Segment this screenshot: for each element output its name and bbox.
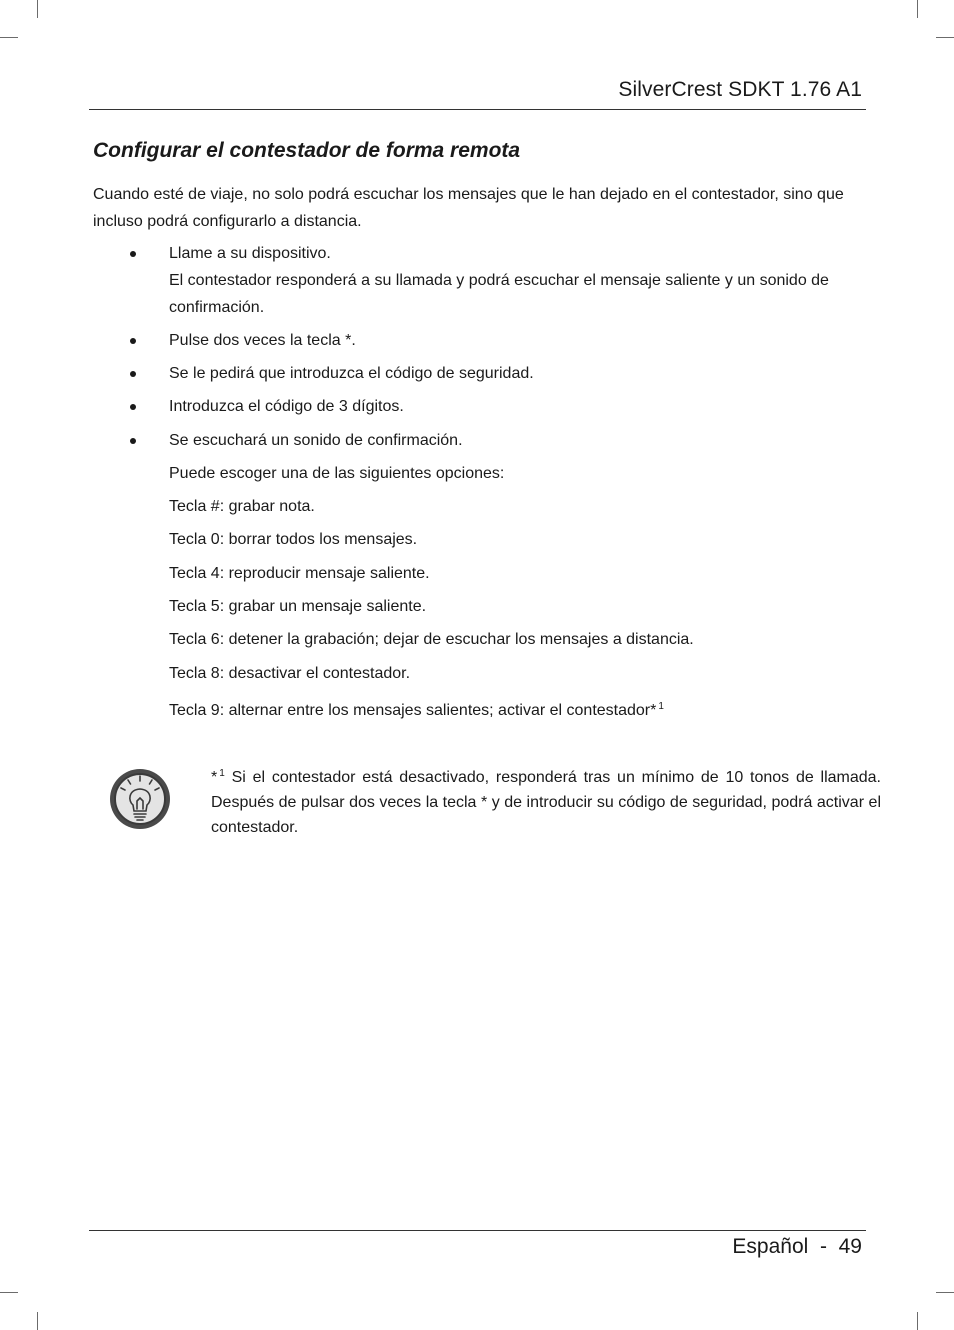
step-detail: El contestador responderá a su llamada y podrá escuchar el mensaje saliente y un sonido de confirmación. bbox=[169, 272, 829, 316]
option-item-with-footnote bbox=[169, 693, 859, 724]
crop-mark bbox=[37, 1312, 38, 1330]
bullet bbox=[130, 338, 136, 344]
option-item: Tecla 6: detener la grabación; dejar de escuchar los mensajes a distancia. bbox=[169, 631, 694, 648]
option-item: Tecla 5: grabar un mensaje saliente. bbox=[169, 598, 427, 615]
crop-mark bbox=[37, 0, 38, 18]
note-paragraph bbox=[211, 761, 881, 840]
option-text: Tecla 9: alternar entre los mensajes salientes; activar el contestador* bbox=[169, 702, 657, 719]
option-item: Tecla 4: reproducir mensaje saliente. bbox=[169, 565, 430, 582]
crop-mark bbox=[936, 37, 954, 38]
page-header-title: SilverCrest SDKT 1.76 A1 bbox=[618, 78, 862, 101]
crop-mark bbox=[917, 0, 918, 18]
options-intro: Puede escoger una de las siguientes opciones: bbox=[169, 465, 505, 482]
crop-mark bbox=[936, 1292, 954, 1293]
note-marker: * bbox=[211, 769, 218, 786]
bullet bbox=[130, 371, 136, 377]
bullet bbox=[130, 438, 136, 444]
note-marker-sup: 1 bbox=[219, 768, 225, 779]
crop-mark bbox=[0, 1292, 18, 1293]
option-item: Tecla 0: borrar todos los mensajes. bbox=[169, 531, 418, 548]
footer-rule bbox=[89, 1230, 866, 1231]
lightbulb-icon bbox=[108, 767, 172, 831]
step-item: Llame a su dispositivo. bbox=[169, 245, 331, 262]
crop-mark bbox=[917, 1312, 918, 1330]
section-title: Configurar el contestador de forma remota bbox=[93, 139, 521, 162]
step-item: Introduzca el código de 3 dígitos. bbox=[169, 398, 404, 415]
step-item: Se escuchará un sonido de confirmación. bbox=[169, 432, 463, 449]
intro-paragraph: Cuando esté de viaje, no solo podrá escuchar los mensajes que le han dejado en el contestador, sino que incluso podrá configurarlo a distancia. bbox=[93, 186, 844, 230]
footnote-marker: 1 bbox=[658, 701, 664, 712]
bullet bbox=[130, 404, 136, 410]
crop-mark bbox=[0, 37, 18, 38]
header-rule bbox=[89, 109, 866, 110]
bullet bbox=[130, 251, 136, 257]
note-text: Si el contestador está desactivado, responderá tras un mínimo de 10 tonos de llamada. Después de pulsar dos veces la tecla * y de introducir su código de seguridad, podrá activar el contestador. bbox=[211, 769, 882, 836]
step-item: Pulse dos veces la tecla *. bbox=[169, 332, 356, 349]
option-item: Tecla #: grabar nota. bbox=[169, 498, 315, 515]
option-item: Tecla 8: desactivar el contestador. bbox=[169, 665, 411, 682]
step-item: Se le pedirá que introduzca el código de seguridad. bbox=[169, 365, 534, 382]
page-footer: Español - 49 bbox=[732, 1235, 862, 1258]
